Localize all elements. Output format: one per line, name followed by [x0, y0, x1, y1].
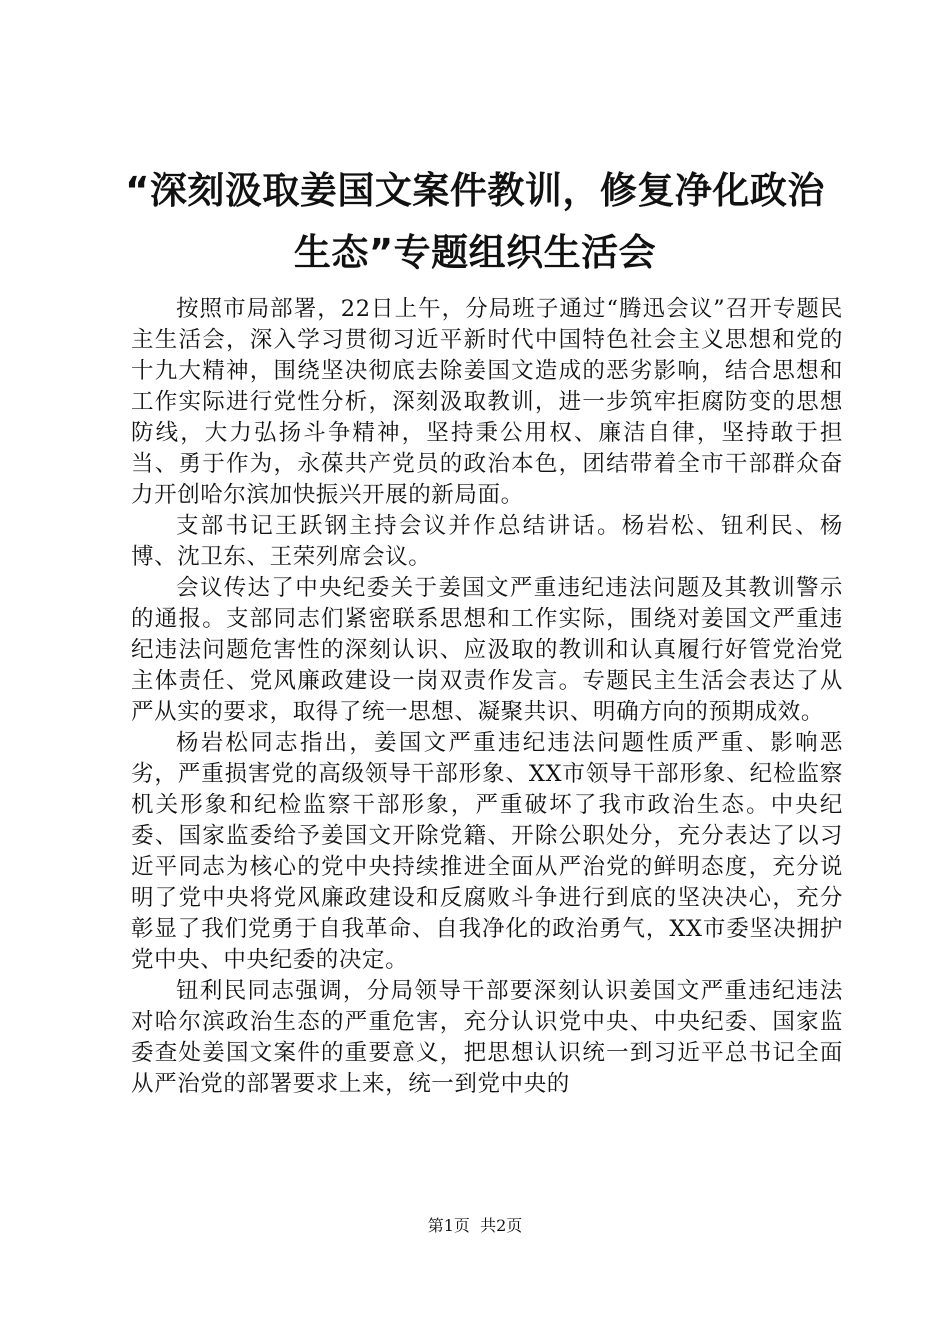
footer-suffix: 页 [506, 1216, 523, 1235]
footer-prefix: 第 [427, 1216, 444, 1235]
paragraph-niu-limin: 钮利民同志强调，分局领导干部要深刻认识姜国文严重违纪违法对哈尔滨政治生态的严重危害，充分认识党中央、中央纪委、国家监委查处姜国文案件的重要意义，把思想认识统一到习近平总书记全面从严治党的部署要求上来，统一到党中央的 [131, 978, 843, 1097]
document-body [131, 294, 843, 1100]
footer-mid: 页 共 [453, 1216, 497, 1235]
page-footer [0, 1215, 950, 1237]
paragraph-yang-yansong: 杨岩松同志指出，姜国文严重违纪违法问题性质严重、影响恶劣，严重损害党的高级领导干部形象、XX市领导干部形象、纪检监察机关形象和纪检监察干部形象，严重破坏了我市政治生态。中央纪委、国家监委给予姜国文开除党籍、开除公职处分，充分表达了以习近平同志为核心的党中央持续推进全面从严治党的鲜明态度，充分说明了党中央将党风廉政建设和反腐败斗争进行到底的坚决决心，充分彰显了我们党勇于自我革命、自我净化的政治勇气，XX市委坚决拥护党中央、中央纪委的决定。 [131, 730, 843, 973]
paragraph-intro: 按照市局部署，22日上午，分局班子通过“腾迅会议”召开专题民主生活会，深入学习贯彻习近平新时代中国特色社会主义思想和党的十九大精神，围绕坚决彻底去除姜国文造成的恶劣影响，结合思想和工作实际进行党性分析，深刻汲取教训，进一步筑牢拒腐防变的思想防线，大力弘扬斗争精神，坚持秉公用权、廉洁自律，坚持敢于担当、勇于作为，永葆共产党员的政治本色，团结带着全市干部群众奋力开创哈尔滨加快振兴开展的新局面。 [131, 296, 843, 508]
footer-page-current: 1 [443, 1216, 454, 1235]
paragraph-attendees: 支部书记王跃钢主持会议并作总结讲话。杨岩松、钮利民、杨博、沈卫东、王荣列席会议。 [131, 513, 843, 570]
footer-page-total: 2 [496, 1216, 507, 1235]
document-title: “深刻汲取姜国文案件教训，修复净化政治生态”专题组织生活会 [125, 169, 825, 274]
paragraph-meeting-content: 会议传达了中央纪委关于姜国文严重违纪违法问题及其教训警示的通报。支部同志们紧密联系思想和工作实际，围绕对姜国文严重违纪违法问题危害性的深刻认识、应汲取的教训和认真履行好管党治党主体责任、党风廉政建设一岗双责作发言。专题民主生活会表达了从严从实的要求，取得了统一思想、凝聚共识、明确方向的预期成效。 [131, 575, 843, 725]
